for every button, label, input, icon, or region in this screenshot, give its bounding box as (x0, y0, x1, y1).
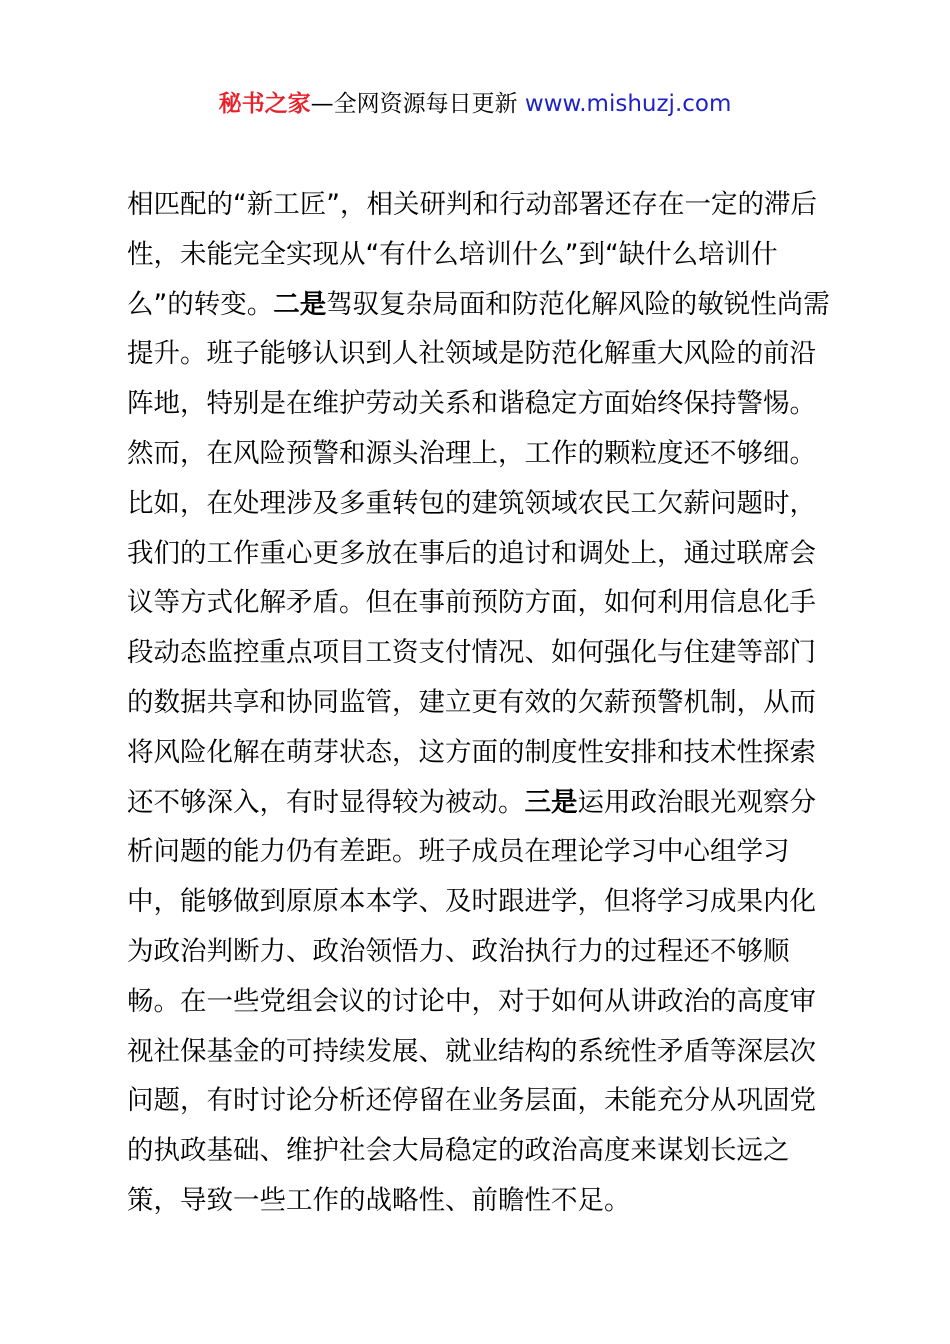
document-body-paragraph (127, 180, 837, 1226)
page-header (0, 86, 950, 122)
point-three-marker: 三是 (524, 786, 578, 818)
body-text-segment-2: 驾驭复杂局面和防范化解风险的敏锐性尚需提升。班子能够认识到人社领域是防范化解重大风险的前沿阵地，特别是在维护劳动关系和谐稳定方面始终保持警惕。然而，在风险预警和源头治理上，工作的颗粒度还不够细。比如，在处理涉及多重转包的建筑领域农民工欠薪问题时，我们的工作重心更多放在事后的追讨和调处上，通过联席会议等方式化解矛盾。但在事前预防方面，如何利用信息化手段动态监控重点项目工资支付情况、如何强化与住建等部门的数据共享和协同监管，建立更有效的欠薪预警机制，从而将风险化解在萌芽状态，这方面的制度性安排和技术性探索还不够深入，有时显得较为被动。 (127, 288, 830, 818)
point-two-marker: 二是 (273, 288, 327, 320)
body-text-segment-1: 相匹配的“新工匠”，相关研判和行动部署还存在一定的滞后性，未能完全实现从“有什么培训什么”到“缺什么培训什么”的转变。 (127, 189, 817, 320)
site-brand: 秘书之家 (218, 91, 311, 117)
site-tagline: —全网资源每日更新 (310, 91, 518, 117)
site-url-link[interactable]: www.mishuzj.com (524, 91, 732, 117)
body-text-segment-3: 运用政治眼光观察分析问题的能力仍有差距。班子成员在理论学习中心组学习中，能够做到原原本本学、及时跟进学，但将学习成果内化为政治判断力、政治领悟力、政治执行力的过程还不够顺畅。在一些党组会议的讨论中，对于如何从讲政治的高度审视社保基金的可持续发展、就业结构的系统性矛盾等深层次问题，有时讨论分析还停留在业务层面，未能充分从巩固党的执政基础、维护社会大局稳定的政治高度来谋划长远之策，导致一些工作的战略性、前瞻性不足。 (127, 786, 816, 1216)
